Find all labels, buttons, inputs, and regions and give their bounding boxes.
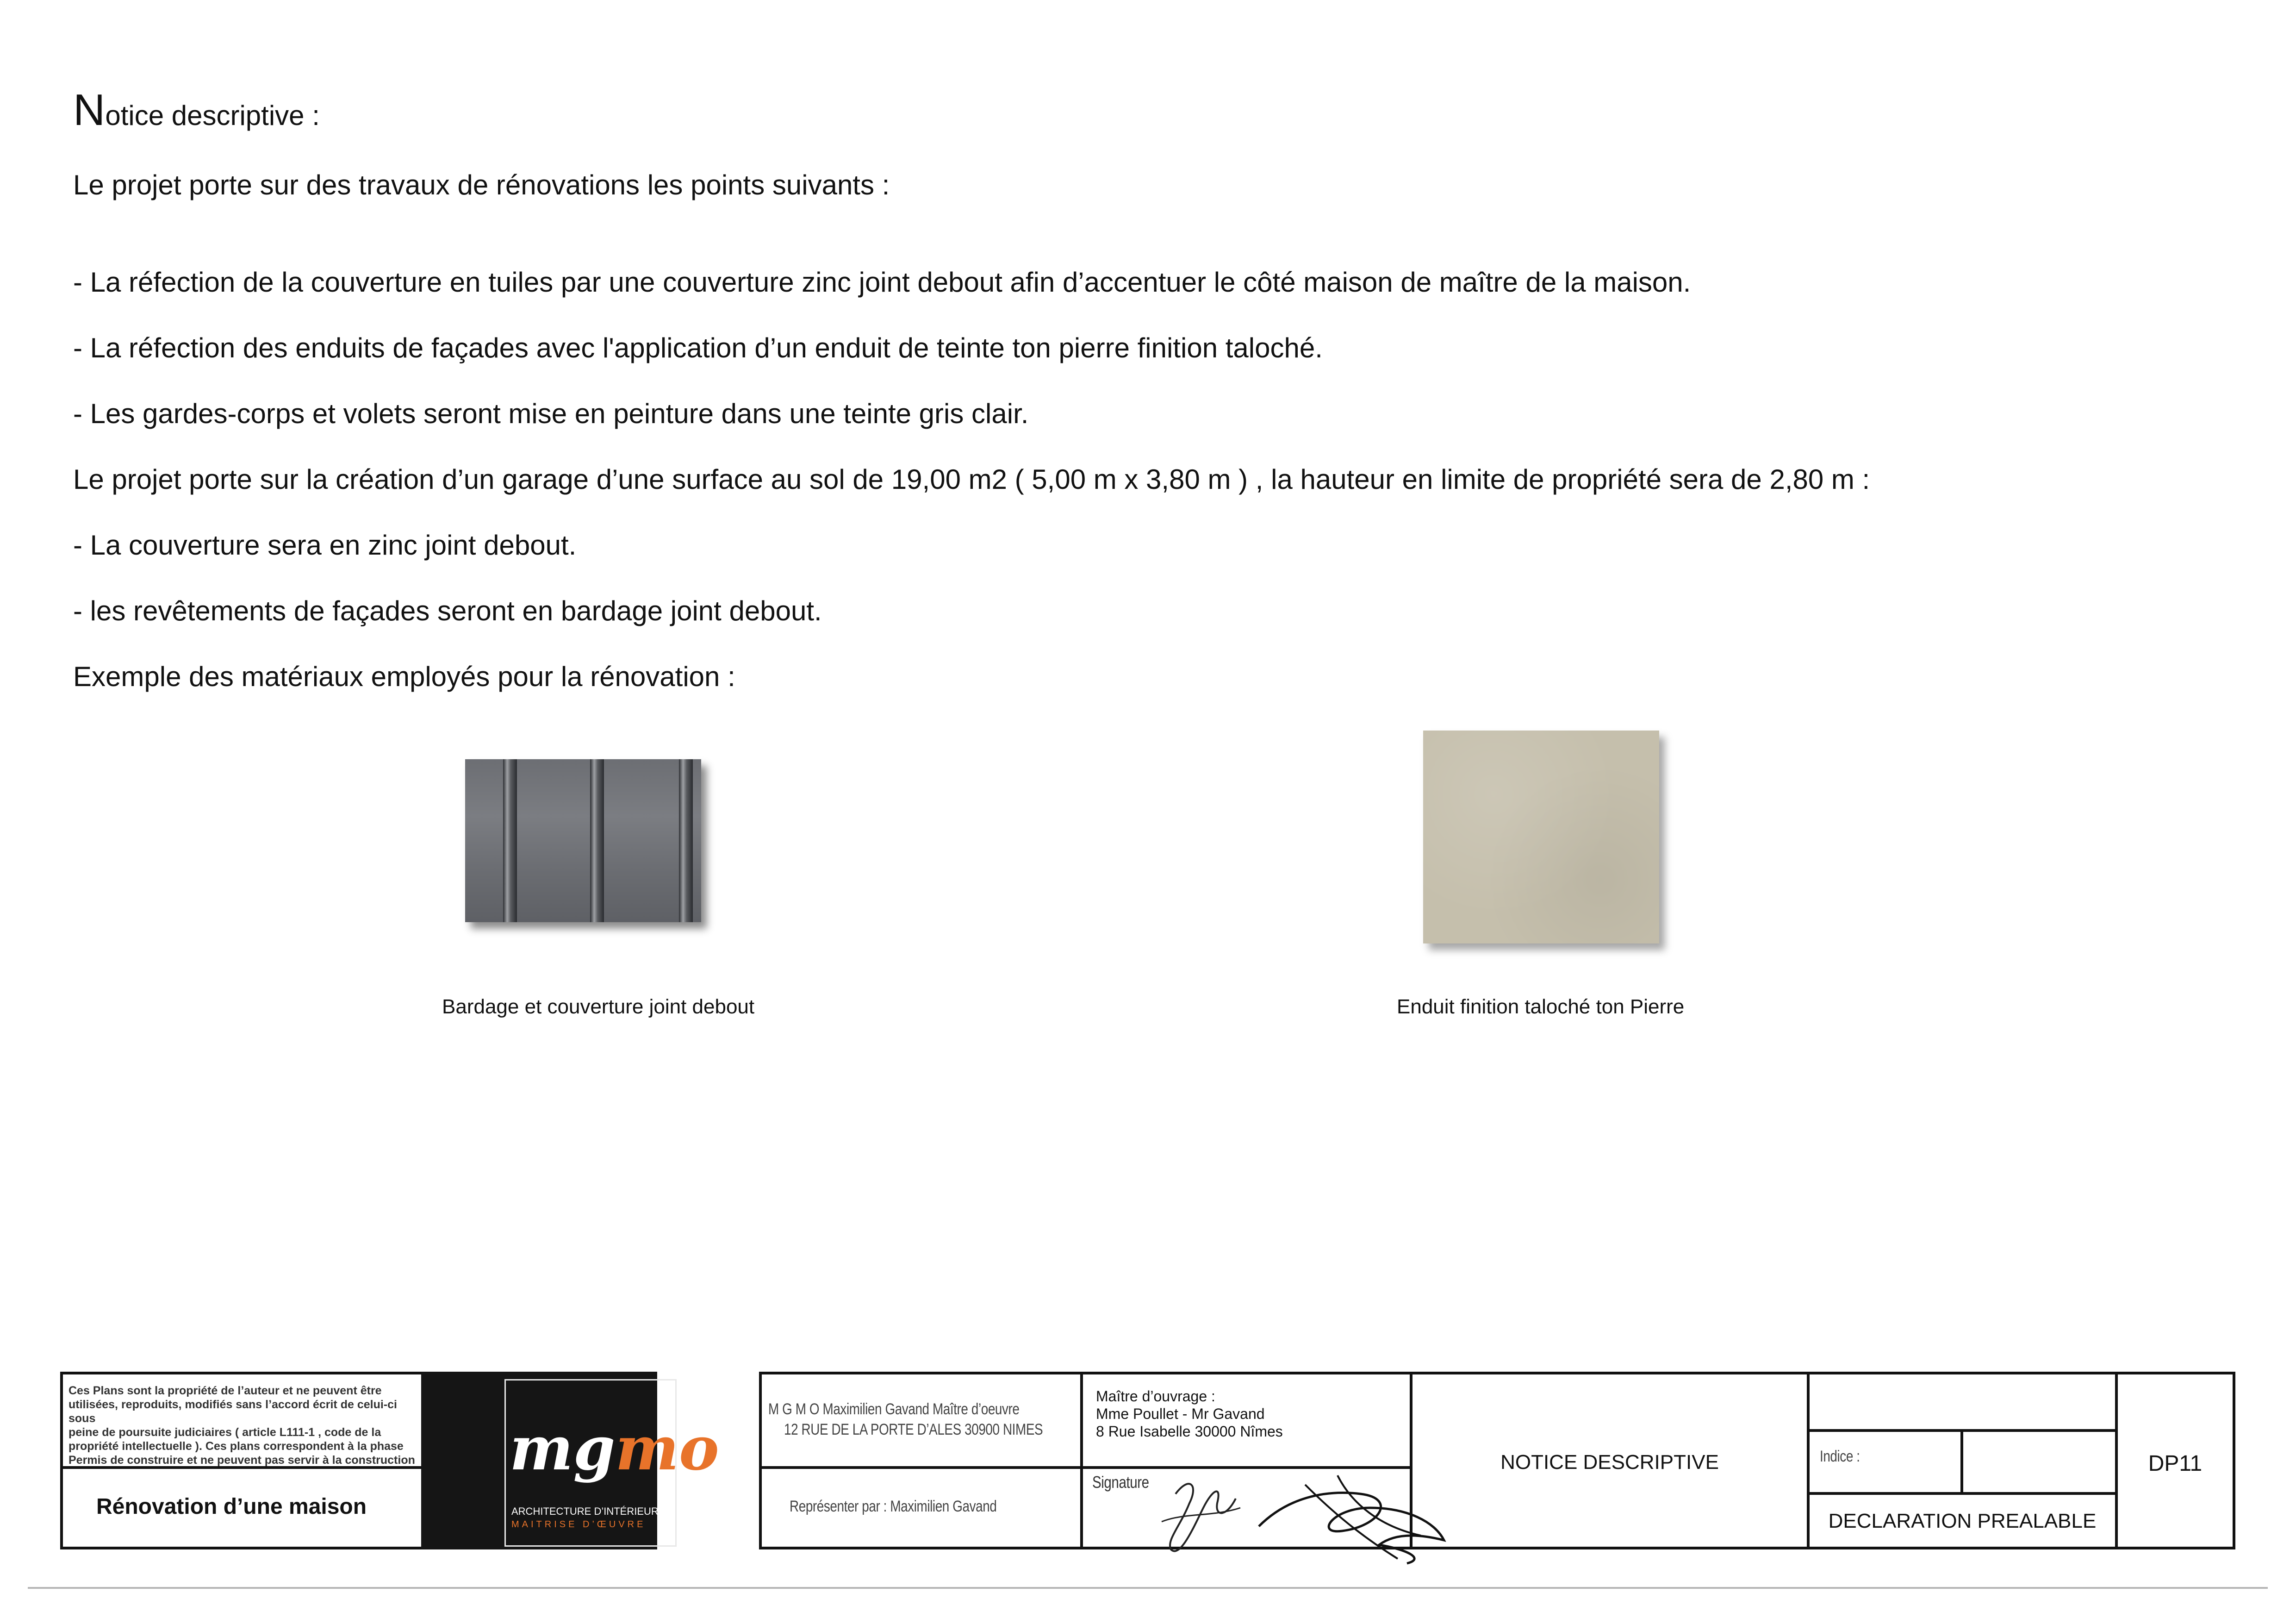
zinc-swatch-caption: Bardage et couverture joint debout [442,995,755,1018]
project-title: Rénovation d’une maison [96,1494,367,1519]
legal-line: utilisées, reproduits, modifiés sans l’accord écrit de celui-ci sous [68,1398,397,1425]
notice-item-garage-roof: - La couverture sera en zinc joint debout. [73,530,577,561]
notice-garage: Le projet porte sur la création d’un garage d’une surface au sol de 19,00 m2 ( 5,00 m x 3,80 m ) , la hauteur en limite de propriété sera de 2,80 m : [73,464,1870,495]
notice-item-roof: - La réfection de la couverture en tuiles par une couverture zinc joint debout afin d’accentuer le côté maison de maître de la maison. [73,267,1691,298]
owner-name: Mme Poullet - Mr Gavand [1096,1405,1265,1422]
notice-title-rest: otice descriptive : [105,100,320,131]
sheet-title: NOTICE DESCRIPTIVE [1500,1451,1719,1474]
mgmo-logo [504,1379,719,1547]
represented-by: Représenter par : Maximilien Gavand [790,1498,997,1515]
notice-materials-intro: Exemple des matériaux employés pour la rénovation : [73,661,735,692]
logo-wordmark: mgmo [510,1413,719,1484]
notice-item-render: - La réfection des enduits de façades avec l'application d’un enduit de teinte ton pierre finition taloché. [73,332,1323,363]
phase-label: DECLARATION PREALABLE [1828,1510,2097,1532]
notice-item-railings: - Les gardes-corps et volets seront mise en peinture dans une teinte gris clair. [73,398,1029,429]
sheet-number-cell [2118,1372,2235,1549]
indice-value-cell [1960,1429,2118,1495]
indice-label: Indice : [1820,1448,1860,1465]
project-cell [60,1466,421,1549]
legal-line: Permis de construire et ne peuvent pas servir à la construction [68,1454,415,1467]
legal-line: Ces Plans sont la propriété de l’auteur et ne peuvent être [68,1384,382,1397]
indice-cell [1810,1429,1963,1495]
logo-line-architecture: ARCHITECTURE D’INTÉRIEUR [511,1505,659,1517]
title-block [60,1372,2235,1557]
stone-swatch-caption: Enduit finition taloché ton Pierre [1397,995,1685,1018]
firm-address: 12 RUE DE LA PORTE D’ALES 30900 NIMES [784,1421,1043,1438]
logo-line-maitrise: MAITRISE D’ŒUVRE [511,1519,646,1530]
owner-label: Maître d’ouvrage : [1096,1388,1215,1405]
zinc-standing-seam-swatch [465,759,701,922]
notice-title-initial: N [73,85,106,135]
legal-line: propriété intellectuelle ). Ces plans correspondent à la phase [68,1440,404,1453]
sheet-number: DP11 [2148,1451,2203,1476]
firm-name: M G M O Maximilien Gavand Maître d’oeuvre [768,1400,1020,1418]
represented-cell [759,1466,1083,1549]
stone-render-swatch [1423,731,1659,943]
legal-line: peine de poursuite judiciaires ( article L111-1 , code de la [68,1426,381,1439]
indice-top-cell [1810,1372,2118,1432]
bottom-rule [28,1587,2268,1589]
notice-title [73,85,320,135]
sheet-title-cell [1412,1372,1810,1549]
notice-intro: Le projet porte sur des travaux de rénovations les points suivants : [73,169,890,200]
signature-label: Signature [1092,1473,1149,1492]
owner-cell [1083,1372,1412,1469]
legal-notice-cell [60,1372,421,1469]
firm-cell [759,1372,1083,1469]
owner-address: 8 Rue Isabelle 30000 Nîmes [1096,1423,1283,1440]
phase-cell [1810,1492,2118,1549]
notice-item-garage-cladding: - les revêtements de façades seront en bardage joint debout. [73,595,822,626]
signature-cell [1083,1466,1412,1549]
